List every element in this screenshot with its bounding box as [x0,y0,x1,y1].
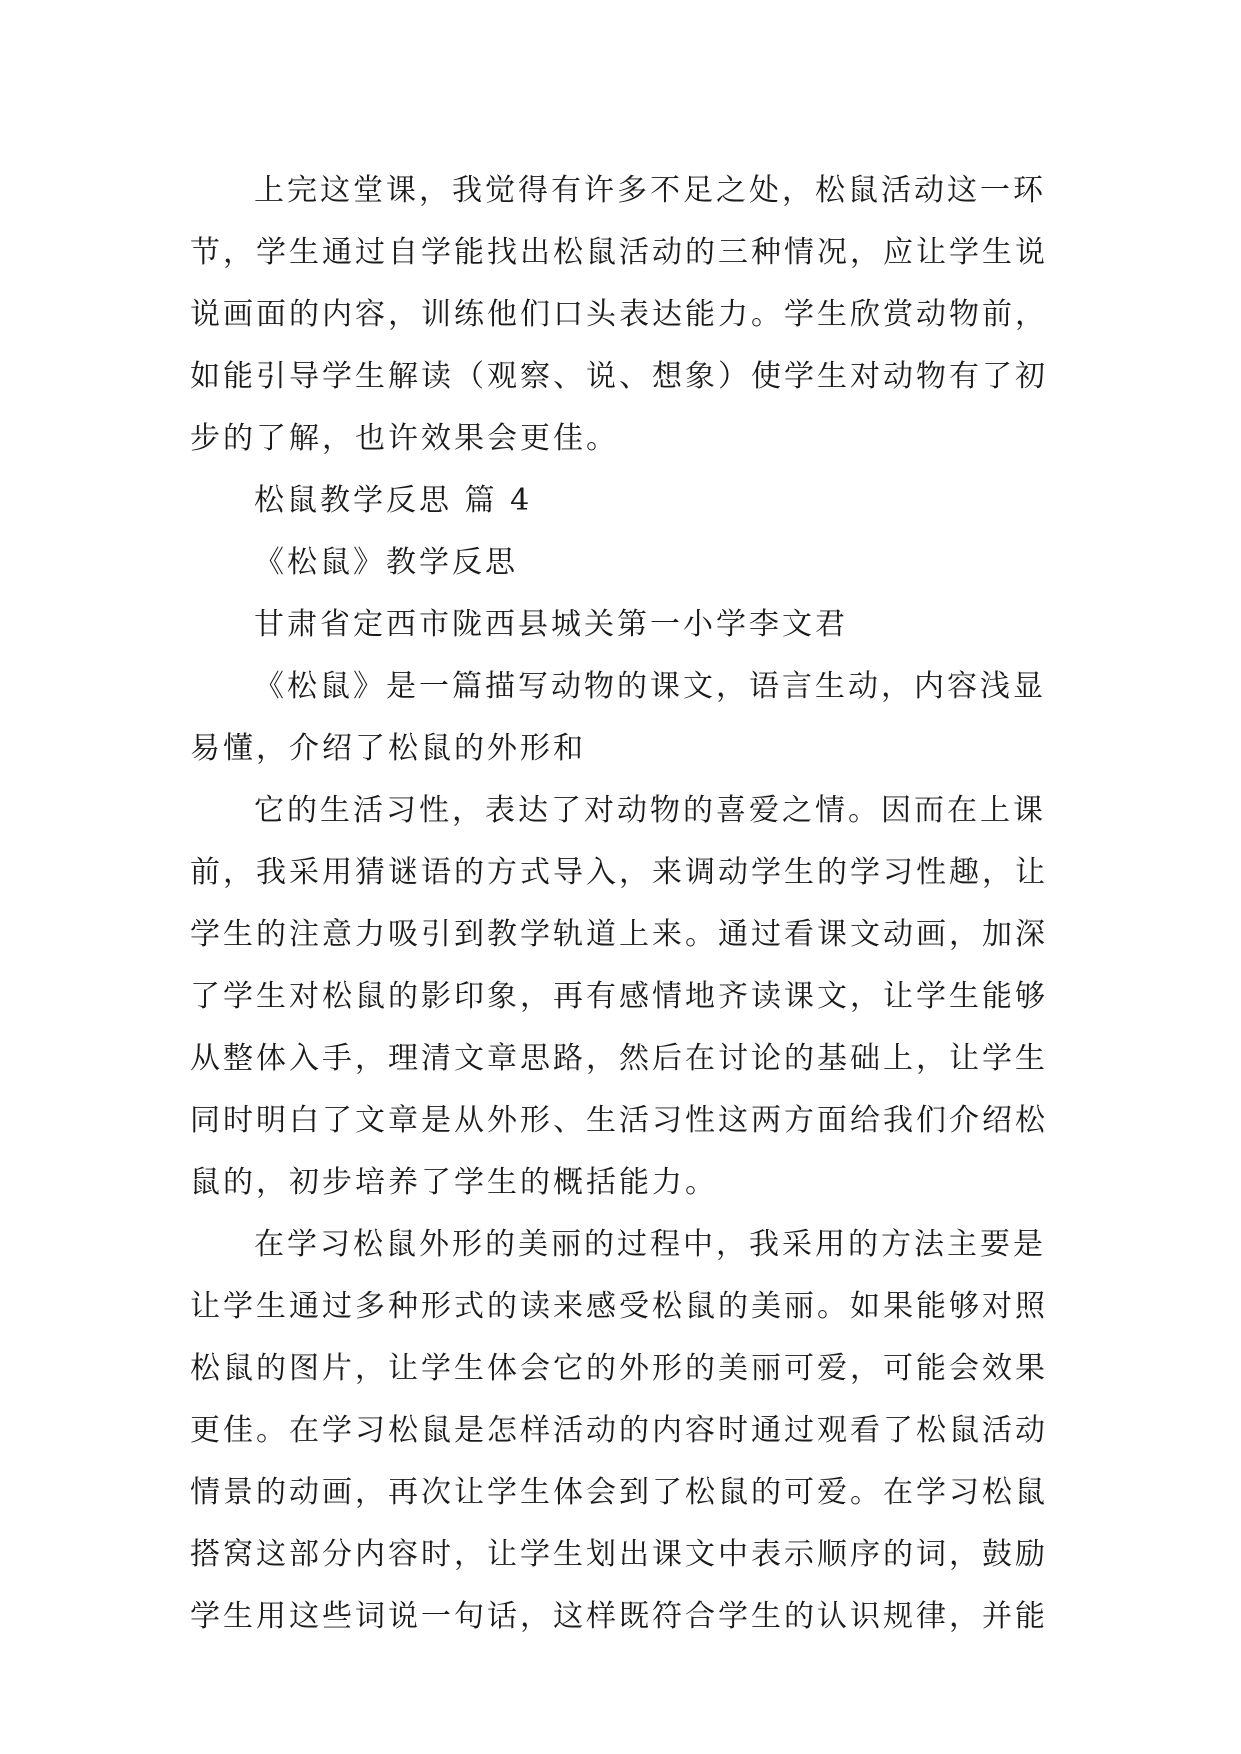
text-line: 学生用这些词说一句话，这样既符合学生的认识规律，并能 [190,1599,1048,1634]
text-line: 它的生活习性，表达了对动物的喜爱之情。因而在上课 [254,793,1046,828]
text-line: 前，我采用猜谜语的方式导入，来调动学生的学习性趣，让 [190,855,1048,890]
text-line: 情景的动画，再次让学生体会到了松鼠的可爱。在学习松鼠 [190,1475,1048,1510]
text-line: 说画面的内容，训练他们口头表达能力。学生欣赏动物前， [190,297,1048,332]
text-line: 《松鼠》是一篇描写动物的课文，语言生动，内容浅显 [254,669,1046,704]
text-line: 从整体入手，理清文章思路，然后在讨论的基础上，让学生 [190,1041,1048,1076]
text-line: 节，学生通过自学能找出松鼠活动的三种情况，应让学生说 [190,235,1048,270]
text-line: 松鼠的图片，让学生体会它的外形的美丽可爱，可能会效果 [190,1351,1048,1386]
text-line: 如能引导学生解读（观察、说、想象）使学生对动物有了初 [190,359,1048,394]
text-line: 学生的注意力吸引到教学轨道上来。通过看课文动画，加深 [190,917,1048,952]
body-text [190,160,1050,1648]
author-line: 甘肃省定西市陇西县城关第一小学李文君 [254,607,848,642]
text-line: 在学习松鼠外形的美丽的过程中，我采用的方法主要是 [254,1227,1046,1262]
text-line: 步的了解，也许效果会更佳。 [190,421,619,456]
article-title: 《松鼠》教学反思 [254,545,518,580]
text-line: 上完这堂课，我觉得有许多不足之处，松鼠活动这一环 [254,173,1046,208]
text-line: 鼠的，初步培养了学生的概括能力。 [190,1165,718,1200]
text-line: 搭窝这部分内容时，让学生划出课文中表示顺序的词，鼓励 [190,1537,1048,1572]
text-line: 让学生通过多种形式的读来感受松鼠的美丽。如果能够对照 [190,1289,1048,1324]
text-line: 同时明白了文章是从外形、生活习性这两方面给我们介绍松 [190,1103,1048,1138]
text-line: 了学生对松鼠的影印象，再有感情地齐读课文，让学生能够 [190,979,1048,1014]
text-line: 易懂，介绍了松鼠的外形和 [190,731,586,766]
text-line: 更佳。在学习松鼠是怎样活动的内容时通过观看了松鼠活动 [190,1413,1048,1448]
section-heading: 松鼠教学反思 篇 4 [254,483,533,518]
